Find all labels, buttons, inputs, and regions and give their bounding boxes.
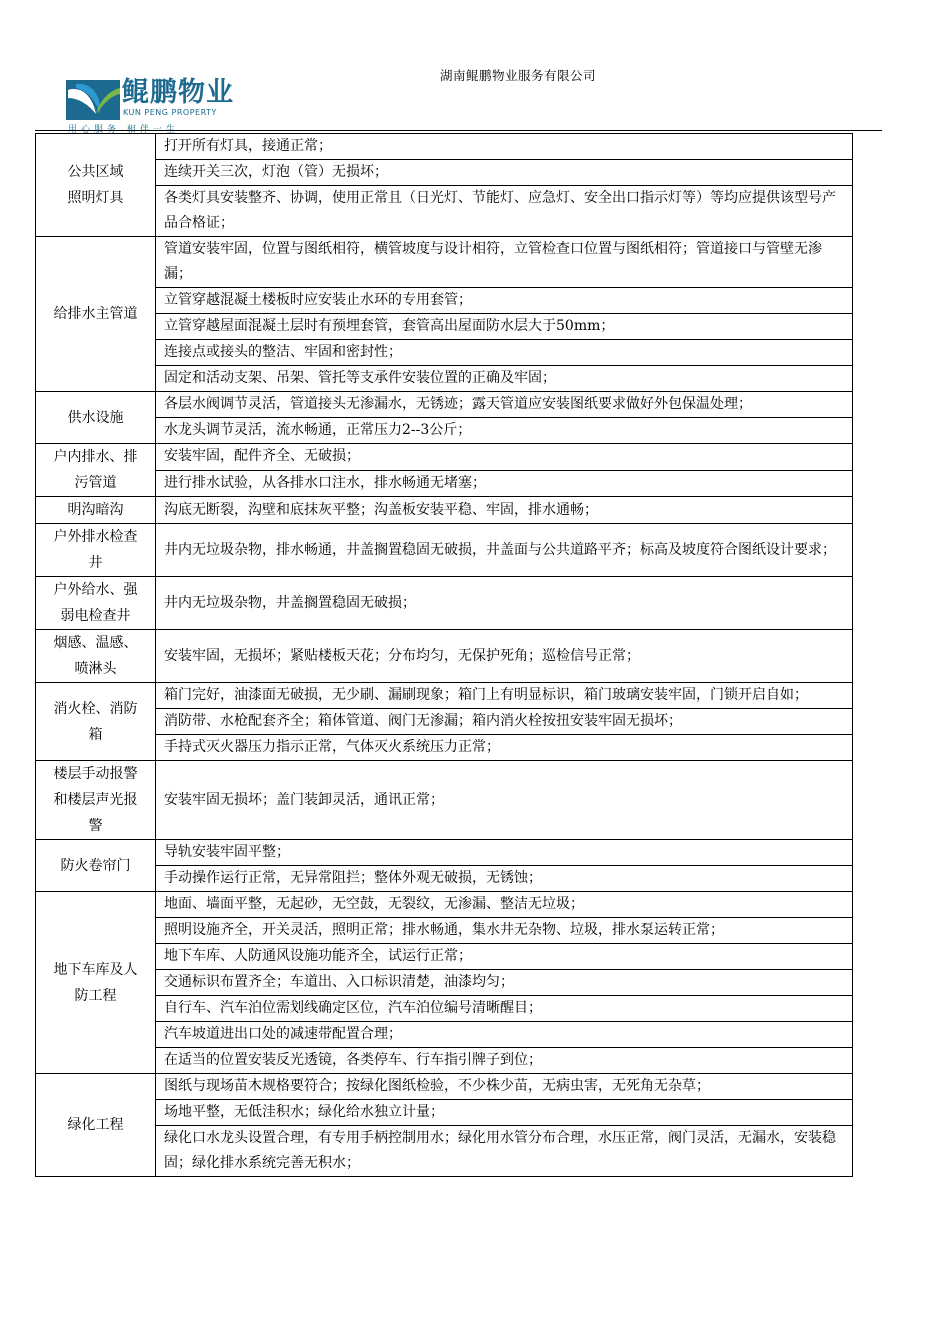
table-row [36, 392, 853, 418]
category-label: 烟感、温感、 喷淋头 [53, 635, 138, 677]
category-cell [36, 392, 156, 444]
table-row [36, 970, 853, 996]
requirement-cell: 固定和活动支架、吊架、管托等支承件安装位置的正确及牢固； [156, 366, 853, 392]
logo-name-cn: 鲲鹏物业 [122, 77, 234, 108]
category-label: 给排水主管道 [53, 306, 138, 322]
requirement-cell: 进行排水试验，从各排水口注水，排水畅通无堵塞； [156, 470, 853, 497]
category-cell [36, 237, 156, 392]
requirement-cell: 消防带、水枪配套齐全；箱体管道、阀门无渗漏；箱内消火栓按扭安装牢固无损坏； [156, 709, 853, 735]
category-cell [36, 761, 156, 840]
requirement-cell: 水龙头调节灵活，流水畅通，正常压力2--3公斤； [156, 418, 853, 444]
requirement-cell: 安装牢固无损坏；盖门装卸灵活，通讯正常； [156, 761, 853, 840]
table-row [36, 944, 853, 970]
requirement-cell: 立管穿越混凝土楼板时应安装止水环的专用套管； [156, 288, 853, 314]
requirement-cell: 安装牢固，配件齐全、无破损； [156, 444, 853, 471]
table-row [36, 683, 853, 709]
category-label: 绿化工程 [67, 1117, 124, 1133]
table-row [36, 1100, 853, 1126]
table-row [36, 288, 853, 314]
category-label: 公共区域 照明灯具 [67, 164, 124, 206]
category-label: 明沟暗沟 [67, 502, 124, 518]
category-label: 地下车库及人 防工程 [53, 961, 138, 1004]
category-cell [36, 630, 156, 683]
company-name: 湖南鲲鹏物业服务有限公司 [440, 68, 597, 83]
table-row [36, 1126, 853, 1177]
requirement-cell: 箱门完好，油漆面无破损，无少刷、漏刷现象；箱门上有明显标识，箱门玻璃安装牢固，门锁开启自如； [156, 683, 853, 709]
table-row [36, 577, 853, 630]
requirement-cell: 地下车库、人防通风设施功能齐全，试运行正常； [156, 944, 853, 970]
table-row [36, 709, 853, 735]
requirement-cell: 导轨安装牢固平整； [156, 840, 853, 866]
category-label: 楼层手动报警 和楼层声光报 警 [53, 766, 138, 834]
category-cell [36, 444, 156, 497]
requirement-cell: 交通标识布置齐全；车道出、入口标识清楚，油漆均匀； [156, 970, 853, 996]
requirement-cell: 井内无垃圾杂物，井盖搁置稳固无破损； [156, 577, 853, 630]
category-cell [36, 134, 156, 237]
category-cell [36, 892, 156, 1074]
table-row [36, 1074, 853, 1100]
table-row [36, 134, 853, 160]
requirement-cell: 手动操作运行正常，无异常阻拦；整体外观无破损，无锈蚀； [156, 866, 853, 892]
table-row [36, 918, 853, 944]
table-row [36, 340, 853, 366]
table-row [36, 840, 853, 866]
category-cell [36, 1074, 156, 1177]
table-row [36, 892, 853, 918]
table-row [36, 761, 853, 840]
table-row [36, 1022, 853, 1048]
logo-name-en: KUN PENG PROPERTY [123, 108, 217, 117]
table-row [36, 497, 853, 524]
requirement-cell: 井内无垃圾杂物，排水畅通，井盖搁置稳固无破损，井盖面与公共道路平齐；标高及坡度符合图纸设计要求； [156, 524, 853, 577]
table-row [36, 735, 853, 761]
table-row [36, 366, 853, 392]
inspection-table [35, 133, 853, 1177]
requirement-cell: 图纸与现场苗木规格要符合；按绿化图纸检验，不少株少苗，无病虫害，无死角无杂草； [156, 1074, 853, 1100]
requirement-cell: 自行车、汽车泊位需划线确定区位，汽车泊位编号清晰醒目； [156, 996, 853, 1022]
table-row [36, 160, 853, 186]
requirement-cell: 手持式灭火器压力指示正常，气体灭火系统压力正常； [156, 735, 853, 761]
table-row [36, 630, 853, 683]
category-cell [36, 577, 156, 630]
table-row [36, 1048, 853, 1074]
company-logo [66, 76, 256, 136]
requirement-cell: 场地平整，无低洼积水；绿化给水独立计量； [156, 1100, 853, 1126]
category-cell [36, 524, 156, 577]
requirement-cell: 在适当的位置安装反光透镜，各类停车、行车指引牌子到位； [156, 1048, 853, 1074]
requirement-cell: 立管穿越屋面混凝土层时有预埋套管，套管高出屋面防水层大于50mm； [156, 314, 853, 340]
table-row [36, 470, 853, 497]
category-cell [36, 840, 156, 892]
requirement-cell: 汽车坡道进出口处的减速带配置合理； [156, 1022, 853, 1048]
category-cell [36, 683, 156, 761]
category-label: 供水设施 [67, 409, 124, 426]
table-row [36, 524, 853, 577]
requirement-cell: 照明设施齐全，开关灵活，照明正常；排水畅通，集水井无杂物、垃圾，排水泵运转正常； [156, 918, 853, 944]
category-label: 消火栓、消防 箱 [53, 700, 138, 743]
requirement-cell: 打开所有灯具，接通正常； [156, 134, 853, 160]
requirement-cell: 各类灯具安装整齐、协调，使用正常且（日光灯、节能灯、应急灯、安全出口指示灯等）等均应提供该型号产品合格证； [156, 186, 853, 237]
kunpeng-bird-icon [66, 80, 120, 120]
table-row [36, 186, 853, 237]
category-label: 户外排水检查 井 [53, 529, 138, 571]
requirement-cell: 安装牢固，无损坏；紧贴楼板天花；分布均匀，无保护死角；巡检信号正常； [156, 630, 853, 683]
table-row [36, 444, 853, 471]
category-label: 防火卷帘门 [60, 857, 131, 874]
header-divider [35, 130, 882, 131]
category-cell [36, 497, 156, 524]
requirement-cell: 各层水阀调节灵活，管道接头无渗漏水，无锈迹；露天管道应安装图纸要求做好外包保温处理； [156, 392, 853, 418]
table-row [36, 996, 853, 1022]
table-row [36, 237, 853, 288]
requirement-cell: 地面、墙面平整，无起砂，无空鼓，无裂纹，无渗漏、整洁无垃圾； [156, 892, 853, 918]
requirement-cell: 管道安装牢固，位置与图纸相符，横管坡度与设计相符，立管检查口位置与图纸相符；管道接口与管壁无渗漏； [156, 237, 853, 288]
category-label: 户外给水、强 弱电检查井 [53, 582, 138, 624]
requirement-cell: 连接点或接头的整洁、牢固和密封性； [156, 340, 853, 366]
category-label: 户内排水、排 污管道 [53, 449, 138, 491]
requirement-cell: 沟底无断裂，沟壁和底抹灰平整；沟盖板安装平稳、牢固，排水通畅； [156, 497, 853, 524]
table-row [36, 314, 853, 340]
table-row [36, 866, 853, 892]
requirement-cell: 连续开关三次，灯泡（管）无损坏； [156, 160, 853, 186]
table-row [36, 418, 853, 444]
requirement-cell: 绿化口水龙头设置合理，有专用手柄控制用水；绿化用水管分布合理，水压正常，阀门灵活，无漏水，安装稳固；绿化排水系统完善无积水； [156, 1126, 853, 1177]
logo-slogan: 用心服务 相伴一生 [68, 125, 179, 135]
